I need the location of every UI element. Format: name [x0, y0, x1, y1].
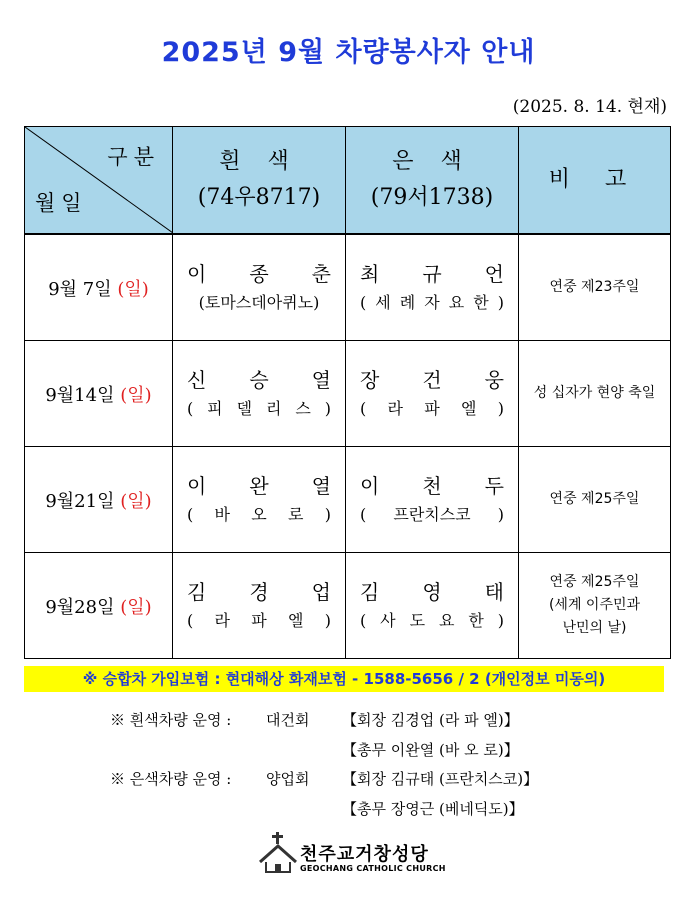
volunteer-name-char: 건 [422, 367, 442, 392]
white-car-plate: (74우8717) [197, 185, 321, 210]
volunteer-name-char: 이 [187, 261, 207, 286]
date-cell [25, 553, 173, 659]
baptismal-name-char: 리 [265, 398, 282, 418]
volunteer-name [360, 365, 504, 395]
baptismal-name-char: 라 [214, 610, 230, 630]
schedule-table [24, 126, 671, 659]
baptismal-name [360, 607, 504, 635]
page-title: 2025년 9월 차량봉사자 안내 [161, 37, 536, 68]
volunteer-name-char: 천 [422, 473, 442, 498]
header-row [25, 127, 671, 235]
baptismal-name-char: ( [187, 504, 194, 524]
volunteer-name-char: 경 [249, 579, 269, 604]
remarks-cell [519, 553, 671, 659]
white-member-secretary: 【총무 이완열 (바 오 로)】 [342, 741, 519, 759]
service-date: 9월 7일 [48, 278, 118, 300]
header-white-car [173, 127, 346, 235]
as-of-date: (2025. 8. 14. 현재) [512, 97, 667, 117]
sunday-label: (일) [120, 490, 152, 512]
baptismal-name-char: 례 [399, 292, 416, 312]
date-cell [25, 447, 173, 553]
volunteer-name-char: 이 [187, 473, 207, 498]
white-car-volunteer [173, 553, 346, 659]
volunteer-name [360, 471, 504, 501]
remark-text: (세계 이주민과 [548, 597, 641, 613]
baptismal-name [360, 501, 504, 529]
baptismal-name-char: (토마스데아퀴노) [198, 292, 320, 312]
volunteer-name [360, 577, 504, 607]
silver-car-volunteer [346, 234, 519, 341]
baptismal-name-char: ( [360, 398, 367, 418]
table-row [25, 234, 671, 341]
volunteer-name-char: 김 [360, 579, 380, 604]
volunteer-name [187, 577, 331, 607]
baptismal-name [187, 501, 331, 529]
volunteer-name [187, 365, 331, 395]
remark-text: 연중 제25주일 [549, 491, 640, 507]
remark-text: 성 십자가 현양 축일 [533, 385, 656, 401]
baptismal-name-char: 엘 [460, 398, 477, 418]
church-logo [258, 832, 458, 880]
service-date: 9월14일 [45, 384, 121, 406]
sunday-label: (일) [120, 596, 152, 618]
white-car-volunteer [173, 234, 346, 341]
baptismal-name-char: 요 [448, 292, 465, 312]
silver-car-label: 은 색 [392, 149, 472, 174]
baptismal-name-char: 한 [473, 292, 489, 312]
white-member-president: 【회장 김경업 (라 파 엘)】 [342, 711, 519, 729]
remark-text: 난민의 날) [562, 620, 627, 636]
baptismal-name-char: ) [324, 504, 331, 524]
baptismal-name [360, 395, 504, 423]
baptismal-name-char: ) [497, 292, 504, 312]
silver-member-president: 【회장 김규태 (프란치스코)】 [342, 770, 539, 788]
sunday-label: (일) [120, 384, 152, 406]
baptismal-name-char: 세 [375, 292, 391, 312]
volunteer-name-char: 열 [311, 473, 331, 498]
silver-car-group: 양업회 [266, 770, 310, 788]
baptismal-name [360, 289, 504, 317]
baptismal-name-char: 라 [387, 398, 403, 418]
church-name-ko: 천주교거창성당 [300, 844, 429, 865]
baptismal-name-char: ( [360, 504, 367, 524]
baptismal-name-char: ) [324, 398, 331, 418]
sunday-label: (일) [117, 278, 149, 300]
baptismal-name-char: ( [187, 398, 194, 418]
date-cell [25, 341, 173, 447]
volunteer-name-char: 열 [311, 367, 331, 392]
baptismal-name [187, 395, 331, 423]
baptismal-name-char: ( [187, 610, 194, 630]
silver-car-volunteer [346, 341, 519, 447]
header-silver-car [346, 127, 519, 235]
volunteer-name-char: 영 [422, 579, 442, 604]
baptismal-name-char: ) [324, 610, 331, 630]
white-car-volunteer [173, 341, 346, 447]
baptismal-name-char: ( [360, 610, 367, 630]
baptismal-name-char: 도 [409, 610, 426, 630]
white-car-ops-label: ※ 흰색차량 운영 : [110, 711, 232, 729]
remarks-cell [519, 341, 671, 447]
white-car-label: 흰 색 [219, 149, 299, 174]
baptismal-name-char: 요 [438, 610, 455, 630]
volunteer-name [360, 259, 504, 289]
baptismal-name [187, 607, 331, 635]
volunteer-name-char: 김 [187, 579, 207, 604]
volunteer-name-char: 두 [484, 473, 504, 498]
baptismal-name-char: 한 [468, 610, 484, 630]
header-wolil: 월일 [35, 191, 88, 215]
volunteer-name-char: 최 [360, 261, 380, 286]
silver-car-plate: (79서1738) [370, 185, 494, 210]
volunteer-name-char: 규 [422, 261, 442, 286]
date-cell [25, 234, 173, 341]
baptismal-name-char: 델 [236, 398, 253, 418]
volunteer-name-char: 이 [360, 473, 380, 498]
volunteer-name-char: 완 [249, 473, 269, 498]
baptismal-name-char: 엘 [287, 610, 304, 630]
table-row [25, 447, 671, 553]
remarks-cell [519, 234, 671, 341]
volunteer-name-char: 신 [187, 367, 207, 392]
table-row [25, 553, 671, 659]
volunteer-name [187, 471, 331, 501]
remarks-cell [519, 447, 671, 553]
volunteer-name-char: 승 [249, 367, 269, 392]
silver-car-ops-label: ※ 은색차량 운영 : [110, 770, 232, 788]
baptismal-name-char: 바 [214, 504, 230, 524]
volunteer-name-char: 웅 [484, 367, 504, 392]
silver-car-volunteer [346, 553, 519, 659]
baptismal-name-char: 로 [287, 504, 304, 524]
volunteer-name [187, 259, 331, 289]
baptismal-name-char: ( [360, 292, 367, 312]
baptismal-name [187, 289, 331, 317]
remarks-label: 비 고 [548, 167, 641, 192]
volunteer-name-char: 업 [311, 579, 331, 604]
baptismal-name-char: 스 [295, 398, 311, 418]
baptismal-name-char: 프란치스코 [393, 504, 471, 524]
service-date: 9월21일 [45, 490, 121, 512]
remark-text: 연중 제25주일 [549, 574, 640, 590]
baptismal-name-char: ) [497, 504, 504, 524]
baptismal-name-char: ) [497, 398, 504, 418]
volunteer-name-char: 태 [484, 579, 504, 604]
church-icon [258, 832, 298, 878]
baptismal-name-char: 파 [251, 610, 267, 630]
baptismal-name-char: 파 [424, 398, 440, 418]
baptismal-name-char: ) [497, 610, 504, 630]
volunteer-name-char: 장 [360, 367, 380, 392]
baptismal-name-char: 오 [251, 504, 267, 524]
header-remarks [519, 127, 671, 235]
white-car-volunteer [173, 447, 346, 553]
volunteer-name-char: 종 [249, 261, 269, 286]
service-date: 9월28일 [45, 596, 121, 618]
insurance-notice: ※ 승합차 가입보험 : 현대해상 화재보험 - 1588-5656 / 2 (개인정보 미동의) [24, 666, 664, 692]
baptismal-name-char: 자 [424, 292, 440, 312]
volunteer-name-char: 춘 [311, 261, 331, 286]
silver-member-secretary: 【총무 장영근 (베네딕도)】 [342, 800, 524, 818]
baptismal-name-char: 사 [380, 610, 396, 630]
remark-text: 연중 제23주일 [549, 279, 640, 295]
table-row [25, 341, 671, 447]
church-name-en: GEOCHANG CATHOLIC CHURCH [300, 864, 446, 873]
baptismal-name-char: 피 [207, 398, 223, 418]
header-gubun: 구분 [107, 145, 160, 169]
volunteer-name-char: 언 [484, 261, 504, 286]
header-diagonal-cell [25, 127, 173, 235]
white-car-group: 대건회 [266, 711, 310, 729]
silver-car-volunteer [346, 447, 519, 553]
